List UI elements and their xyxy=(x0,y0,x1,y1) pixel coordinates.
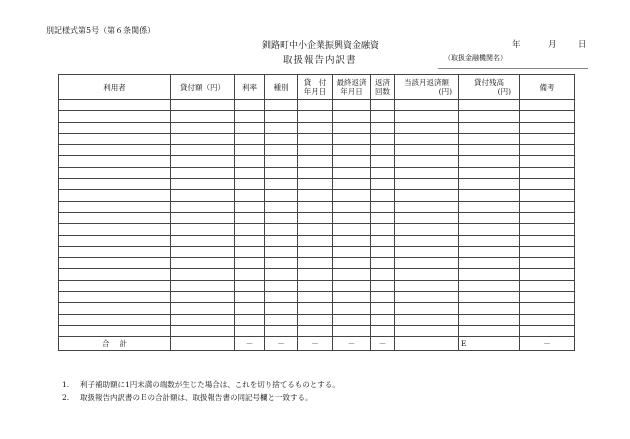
monthly-repayment-cell[interactable] xyxy=(395,179,459,190)
interest-rate-cell[interactable] xyxy=(235,190,265,201)
repayment-count-cell[interactable] xyxy=(371,167,395,178)
document-heading: 釧路町中小企業振興資金融資 xyxy=(262,41,380,51)
note-1 xyxy=(62,379,340,390)
total-loan-amount-cell[interactable] xyxy=(171,337,235,351)
borrower-cell[interactable] xyxy=(59,269,171,280)
borrower-cell[interactable] xyxy=(59,246,171,257)
note-1-text: 利子補助額に1円未満の端数が生じた場合は、これを切り捨てるものとする。 xyxy=(80,380,340,389)
table-row xyxy=(59,100,575,111)
final-repayment-cell[interactable] xyxy=(333,303,371,314)
monthly-repayment-cell[interactable] xyxy=(395,100,459,111)
monthly-repayment-cell[interactable] xyxy=(395,303,459,314)
loan-date-cell[interactable] xyxy=(298,258,333,269)
balance-cell[interactable] xyxy=(459,303,520,314)
final-repayment-cell[interactable] xyxy=(333,235,371,246)
borrower-cell[interactable] xyxy=(59,303,171,314)
interest-rate-cell[interactable] xyxy=(235,269,265,280)
loan-amount-cell[interactable] xyxy=(171,235,235,246)
table-row xyxy=(59,325,575,336)
header-balance xyxy=(459,75,520,100)
final-repayment-cell[interactable] xyxy=(333,201,371,212)
header-loan-date-line2: 年月日 xyxy=(303,87,327,96)
monthly-repayment-cell[interactable] xyxy=(395,167,459,178)
balance-cell[interactable] xyxy=(459,133,520,144)
repayment-count-cell[interactable] xyxy=(371,179,395,190)
remarks-cell[interactable] xyxy=(520,156,575,167)
table-row xyxy=(59,201,575,212)
monthly-repayment-cell[interactable] xyxy=(395,190,459,201)
remarks-cell[interactable] xyxy=(520,325,575,336)
remarks-cell[interactable] xyxy=(520,269,575,280)
repayment-count-cell[interactable] xyxy=(371,280,395,291)
borrower-cell[interactable] xyxy=(59,224,171,235)
interest-rate-cell[interactable] xyxy=(235,179,265,190)
header-row xyxy=(59,75,575,100)
table-row xyxy=(59,235,575,246)
borrower-cell[interactable] xyxy=(59,314,171,325)
table-row xyxy=(59,258,575,269)
final-repayment-cell[interactable] xyxy=(333,258,371,269)
loan-date-cell[interactable] xyxy=(298,280,333,291)
category-cell[interactable] xyxy=(265,100,298,111)
header-loan-date-line1: 貸 付 xyxy=(303,78,327,87)
interest-rate-cell[interactable] xyxy=(235,246,265,257)
repayment-count-cell[interactable] xyxy=(371,122,395,133)
monthly-repayment-cell[interactable] xyxy=(395,325,459,336)
table-row xyxy=(59,145,575,156)
report-table-container xyxy=(58,74,575,351)
interest-rate-cell[interactable] xyxy=(235,145,265,156)
final-repayment-cell[interactable] xyxy=(333,190,371,201)
balance-cell[interactable] xyxy=(459,280,520,291)
category-cell[interactable] xyxy=(265,269,298,280)
borrower-cell[interactable] xyxy=(59,133,171,144)
table-row xyxy=(59,167,575,178)
monthly-repayment-cell[interactable] xyxy=(395,122,459,133)
total-interest-rate-cell: － xyxy=(235,337,265,351)
loan-date-cell[interactable] xyxy=(298,100,333,111)
remarks-cell[interactable] xyxy=(520,201,575,212)
remarks-cell[interactable] xyxy=(520,224,575,235)
interest-rate-cell[interactable] xyxy=(235,292,265,303)
final-repayment-cell[interactable] xyxy=(333,156,371,167)
balance-cell[interactable] xyxy=(459,235,520,246)
repayment-count-cell[interactable] xyxy=(371,133,395,144)
category-cell[interactable] xyxy=(265,314,298,325)
loan-amount-cell[interactable] xyxy=(171,246,235,257)
category-cell[interactable] xyxy=(265,111,298,122)
loan-amount-cell[interactable] xyxy=(171,111,235,122)
category-cell[interactable] xyxy=(265,325,298,336)
table-row xyxy=(59,190,575,201)
repayment-count-cell[interactable] xyxy=(371,111,395,122)
total-category-cell: － xyxy=(265,337,298,351)
loan-date-cell[interactable] xyxy=(298,224,333,235)
monthly-repayment-cell[interactable] xyxy=(395,156,459,167)
category-cell[interactable] xyxy=(265,303,298,314)
category-cell[interactable] xyxy=(265,235,298,246)
monthly-repayment-cell[interactable] xyxy=(395,133,459,144)
category-cell[interactable] xyxy=(265,167,298,178)
category-cell[interactable] xyxy=(265,292,298,303)
header-interest-rate: 利率 xyxy=(235,75,265,100)
header-final-repayment-line1: 最終返済 xyxy=(336,78,367,87)
loan-date-cell[interactable] xyxy=(298,325,333,336)
remarks-cell[interactable] xyxy=(520,314,575,325)
borrower-cell[interactable] xyxy=(59,235,171,246)
loan-amount-cell[interactable] xyxy=(171,179,235,190)
balance-cell[interactable] xyxy=(459,325,520,336)
header-balance-line1: 貸付残高 xyxy=(474,78,504,87)
interest-rate-cell[interactable] xyxy=(235,224,265,235)
remarks-cell[interactable] xyxy=(520,122,575,133)
interest-rate-cell[interactable] xyxy=(235,258,265,269)
loan-date-cell[interactable] xyxy=(298,145,333,156)
loan-date-cell[interactable] xyxy=(298,201,333,212)
document-title: 取扱報告内訳書 xyxy=(283,55,357,66)
total-repayment-count-cell: － xyxy=(371,337,395,351)
balance-cell[interactable] xyxy=(459,190,520,201)
table-row xyxy=(59,133,575,144)
remarks-cell[interactable] xyxy=(520,111,575,122)
borrower-cell[interactable] xyxy=(59,280,171,291)
table-row xyxy=(59,111,575,122)
loan-date-cell[interactable] xyxy=(298,303,333,314)
table-row xyxy=(59,314,575,325)
repayment-count-cell[interactable] xyxy=(371,224,395,235)
loan-amount-cell[interactable] xyxy=(171,224,235,235)
loan-date-cell[interactable] xyxy=(298,235,333,246)
loan-amount-cell[interactable] xyxy=(171,100,235,111)
balance-cell[interactable] xyxy=(459,201,520,212)
interest-rate-cell[interactable] xyxy=(235,201,265,212)
monthly-repayment-cell[interactable] xyxy=(395,201,459,212)
repayment-count-cell[interactable] xyxy=(371,303,395,314)
final-repayment-cell[interactable] xyxy=(333,100,371,111)
balance-cell[interactable] xyxy=(459,167,520,178)
final-repayment-cell[interactable] xyxy=(333,145,371,156)
interest-rate-cell[interactable] xyxy=(235,235,265,246)
category-cell[interactable] xyxy=(265,258,298,269)
form-number: 別記様式第5号（第６条関係） xyxy=(46,26,156,35)
borrower-cell[interactable] xyxy=(59,100,171,111)
header-repayment-count-line2: 回数 xyxy=(375,87,390,96)
remarks-cell[interactable] xyxy=(520,246,575,257)
loan-amount-cell[interactable] xyxy=(171,314,235,325)
interest-rate-cell[interactable] xyxy=(235,167,265,178)
loan-date-cell[interactable] xyxy=(298,246,333,257)
total-balance-cell[interactable]: E xyxy=(459,337,520,351)
repayment-count-cell[interactable] xyxy=(371,235,395,246)
header-final-repayment xyxy=(333,75,371,100)
loan-date-cell[interactable] xyxy=(298,122,333,133)
category-cell[interactable] xyxy=(265,212,298,223)
repayment-count-cell[interactable] xyxy=(371,212,395,223)
category-cell[interactable] xyxy=(265,246,298,257)
table-row xyxy=(59,269,575,280)
category-cell[interactable] xyxy=(265,122,298,133)
monthly-repayment-cell[interactable] xyxy=(395,314,459,325)
repayment-count-cell[interactable] xyxy=(371,246,395,257)
final-repayment-cell[interactable] xyxy=(333,133,371,144)
repayment-count-cell[interactable] xyxy=(371,100,395,111)
note-1-number: 1. xyxy=(62,380,70,389)
repayment-count-cell[interactable] xyxy=(371,201,395,212)
loan-amount-cell[interactable] xyxy=(171,292,235,303)
header-repayment-count-line1: 返済 xyxy=(375,78,390,87)
header-balance-line2: (円) xyxy=(497,87,511,96)
category-cell[interactable] xyxy=(265,179,298,190)
remarks-cell[interactable] xyxy=(520,167,575,178)
balance-cell[interactable] xyxy=(459,179,520,190)
remarks-cell[interactable] xyxy=(520,292,575,303)
loan-amount-cell[interactable] xyxy=(171,325,235,336)
balance-cell[interactable] xyxy=(459,111,520,122)
loan-date-cell[interactable] xyxy=(298,314,333,325)
category-cell[interactable] xyxy=(265,133,298,144)
total-loan-date-cell: － xyxy=(298,337,333,351)
date-year-label: 年 xyxy=(512,40,521,50)
header-monthly-repayment-line1: 当該月返済額 xyxy=(404,78,449,87)
balance-cell[interactable] xyxy=(459,122,520,133)
borrower-cell[interactable] xyxy=(59,190,171,201)
loan-amount-cell[interactable] xyxy=(171,190,235,201)
loan-amount-cell[interactable] xyxy=(171,280,235,291)
institution-label: （取扱金融機関名） xyxy=(444,54,507,62)
total-monthly-repayment-cell[interactable] xyxy=(395,337,459,351)
remarks-cell[interactable] xyxy=(520,133,575,144)
interest-rate-cell[interactable] xyxy=(235,280,265,291)
category-cell[interactable] xyxy=(265,190,298,201)
header-monthly-repayment-line2: (円) xyxy=(438,87,452,96)
table-row xyxy=(59,179,575,190)
remarks-cell[interactable] xyxy=(520,280,575,291)
borrower-cell[interactable] xyxy=(59,111,171,122)
header-loan-date xyxy=(298,75,333,100)
final-repayment-cell[interactable] xyxy=(333,246,371,257)
borrower-cell[interactable] xyxy=(59,201,171,212)
header-loan-amount: 貸付額（円） xyxy=(171,75,235,100)
repayment-count-cell[interactable] xyxy=(371,314,395,325)
remarks-cell[interactable] xyxy=(520,100,575,111)
loan-amount-cell[interactable] xyxy=(171,269,235,280)
interest-rate-cell[interactable] xyxy=(235,100,265,111)
balance-cell[interactable] xyxy=(459,258,520,269)
date-month-label: 月 xyxy=(548,40,557,50)
table-body xyxy=(59,100,575,337)
monthly-repayment-cell[interactable] xyxy=(395,235,459,246)
repayment-count-cell[interactable] xyxy=(371,156,395,167)
borrower-cell[interactable] xyxy=(59,145,171,156)
balance-cell[interactable] xyxy=(459,292,520,303)
borrower-cell[interactable] xyxy=(59,325,171,336)
table-row xyxy=(59,246,575,257)
category-cell[interactable] xyxy=(265,145,298,156)
institution-name-line xyxy=(438,68,588,69)
loan-date-cell[interactable] xyxy=(298,133,333,144)
borrower-cell[interactable] xyxy=(59,292,171,303)
header-repayment-count xyxy=(371,75,395,100)
remarks-cell[interactable] xyxy=(520,303,575,314)
interest-rate-cell[interactable] xyxy=(235,122,265,133)
loan-date-cell[interactable] xyxy=(298,111,333,122)
borrower-cell[interactable] xyxy=(59,212,171,223)
remarks-cell[interactable] xyxy=(520,145,575,156)
loan-amount-cell[interactable] xyxy=(171,167,235,178)
final-repayment-cell[interactable] xyxy=(333,111,371,122)
final-repayment-cell[interactable] xyxy=(333,314,371,325)
monthly-repayment-cell[interactable] xyxy=(395,269,459,280)
balance-cell[interactable] xyxy=(459,145,520,156)
total-remarks-cell: － xyxy=(520,337,575,351)
monthly-repayment-cell[interactable] xyxy=(395,280,459,291)
remarks-cell[interactable] xyxy=(520,190,575,201)
interest-rate-cell[interactable] xyxy=(235,156,265,167)
monthly-repayment-cell[interactable] xyxy=(395,246,459,257)
balance-cell[interactable] xyxy=(459,269,520,280)
final-repayment-cell[interactable] xyxy=(333,325,371,336)
repayment-count-cell[interactable] xyxy=(371,269,395,280)
monthly-repayment-cell[interactable] xyxy=(395,111,459,122)
category-cell[interactable] xyxy=(265,201,298,212)
interest-rate-cell[interactable] xyxy=(235,325,265,336)
category-cell[interactable] xyxy=(265,156,298,167)
monthly-repayment-cell[interactable] xyxy=(395,224,459,235)
repayment-count-cell[interactable] xyxy=(371,258,395,269)
header-category: 種別 xyxy=(265,75,298,100)
borrower-cell[interactable] xyxy=(59,156,171,167)
loan-amount-cell[interactable] xyxy=(171,133,235,144)
borrower-cell[interactable] xyxy=(59,179,171,190)
monthly-repayment-cell[interactable] xyxy=(395,145,459,156)
loan-amount-cell[interactable] xyxy=(171,122,235,133)
loan-date-cell[interactable] xyxy=(298,212,333,223)
table-row xyxy=(59,156,575,167)
balance-cell[interactable] xyxy=(459,156,520,167)
total-final-repayment-cell: － xyxy=(333,337,371,351)
loan-date-cell[interactable] xyxy=(298,269,333,280)
note-2-number: 2. xyxy=(62,393,70,402)
loan-date-cell[interactable] xyxy=(298,292,333,303)
balance-cell[interactable] xyxy=(459,224,520,235)
date-day-label: 日 xyxy=(578,40,587,50)
repayment-count-cell[interactable] xyxy=(371,325,395,336)
total-row xyxy=(59,337,575,351)
interest-rate-cell[interactable] xyxy=(235,212,265,223)
loan-amount-cell[interactable] xyxy=(171,258,235,269)
final-repayment-cell[interactable] xyxy=(333,212,371,223)
category-cell[interactable] xyxy=(265,280,298,291)
header-borrower: 利用者 xyxy=(59,75,171,100)
loan-amount-cell[interactable] xyxy=(171,156,235,167)
interest-rate-cell[interactable] xyxy=(235,133,265,144)
category-cell[interactable] xyxy=(265,224,298,235)
borrower-cell[interactable] xyxy=(59,258,171,269)
final-repayment-cell[interactable] xyxy=(333,224,371,235)
monthly-repayment-cell[interactable] xyxy=(395,212,459,223)
balance-cell[interactable] xyxy=(459,246,520,257)
remarks-cell[interactable] xyxy=(520,179,575,190)
table-row xyxy=(59,280,575,291)
interest-rate-cell[interactable] xyxy=(235,303,265,314)
remarks-cell[interactable] xyxy=(520,258,575,269)
balance-cell[interactable] xyxy=(459,314,520,325)
monthly-repayment-cell[interactable] xyxy=(395,292,459,303)
repayment-count-cell[interactable] xyxy=(371,292,395,303)
loan-amount-cell[interactable] xyxy=(171,201,235,212)
interest-rate-cell[interactable] xyxy=(235,111,265,122)
table-row xyxy=(59,224,575,235)
loan-amount-cell[interactable] xyxy=(171,212,235,223)
note-2-text: 取扱報告内訳書のＥの合計額は、取扱報告書の同記号欄と一致する。 xyxy=(80,393,313,402)
report-table xyxy=(58,74,575,351)
final-repayment-cell[interactable] xyxy=(333,167,371,178)
loan-amount-cell[interactable] xyxy=(171,145,235,156)
balance-cell[interactable] xyxy=(459,212,520,223)
table-row xyxy=(59,303,575,314)
header-remarks: 備考 xyxy=(520,75,575,100)
monthly-repayment-cell[interactable] xyxy=(395,258,459,269)
remarks-cell[interactable] xyxy=(520,212,575,223)
repayment-count-cell[interactable] xyxy=(371,190,395,201)
final-repayment-cell[interactable] xyxy=(333,122,371,133)
table-row xyxy=(59,122,575,133)
final-repayment-cell[interactable] xyxy=(333,269,371,280)
note-2 xyxy=(62,392,313,403)
loan-date-cell[interactable] xyxy=(298,179,333,190)
table-row xyxy=(59,292,575,303)
final-repayment-cell[interactable] xyxy=(333,292,371,303)
balance-cell[interactable] xyxy=(459,100,520,111)
loan-date-cell[interactable] xyxy=(298,156,333,167)
header-final-repayment-line2: 年月日 xyxy=(340,87,363,96)
header-monthly-repayment xyxy=(395,75,459,100)
loan-date-cell[interactable] xyxy=(298,190,333,201)
table-row xyxy=(59,212,575,223)
repayment-count-cell[interactable] xyxy=(371,145,395,156)
loan-amount-cell[interactable] xyxy=(171,303,235,314)
borrower-cell[interactable] xyxy=(59,167,171,178)
borrower-cell[interactable] xyxy=(59,122,171,133)
final-repayment-cell[interactable] xyxy=(333,179,371,190)
remarks-cell[interactable] xyxy=(520,235,575,246)
interest-rate-cell[interactable] xyxy=(235,314,265,325)
loan-date-cell[interactable] xyxy=(298,167,333,178)
total-label: 合計 xyxy=(59,337,171,351)
final-repayment-cell[interactable] xyxy=(333,280,371,291)
